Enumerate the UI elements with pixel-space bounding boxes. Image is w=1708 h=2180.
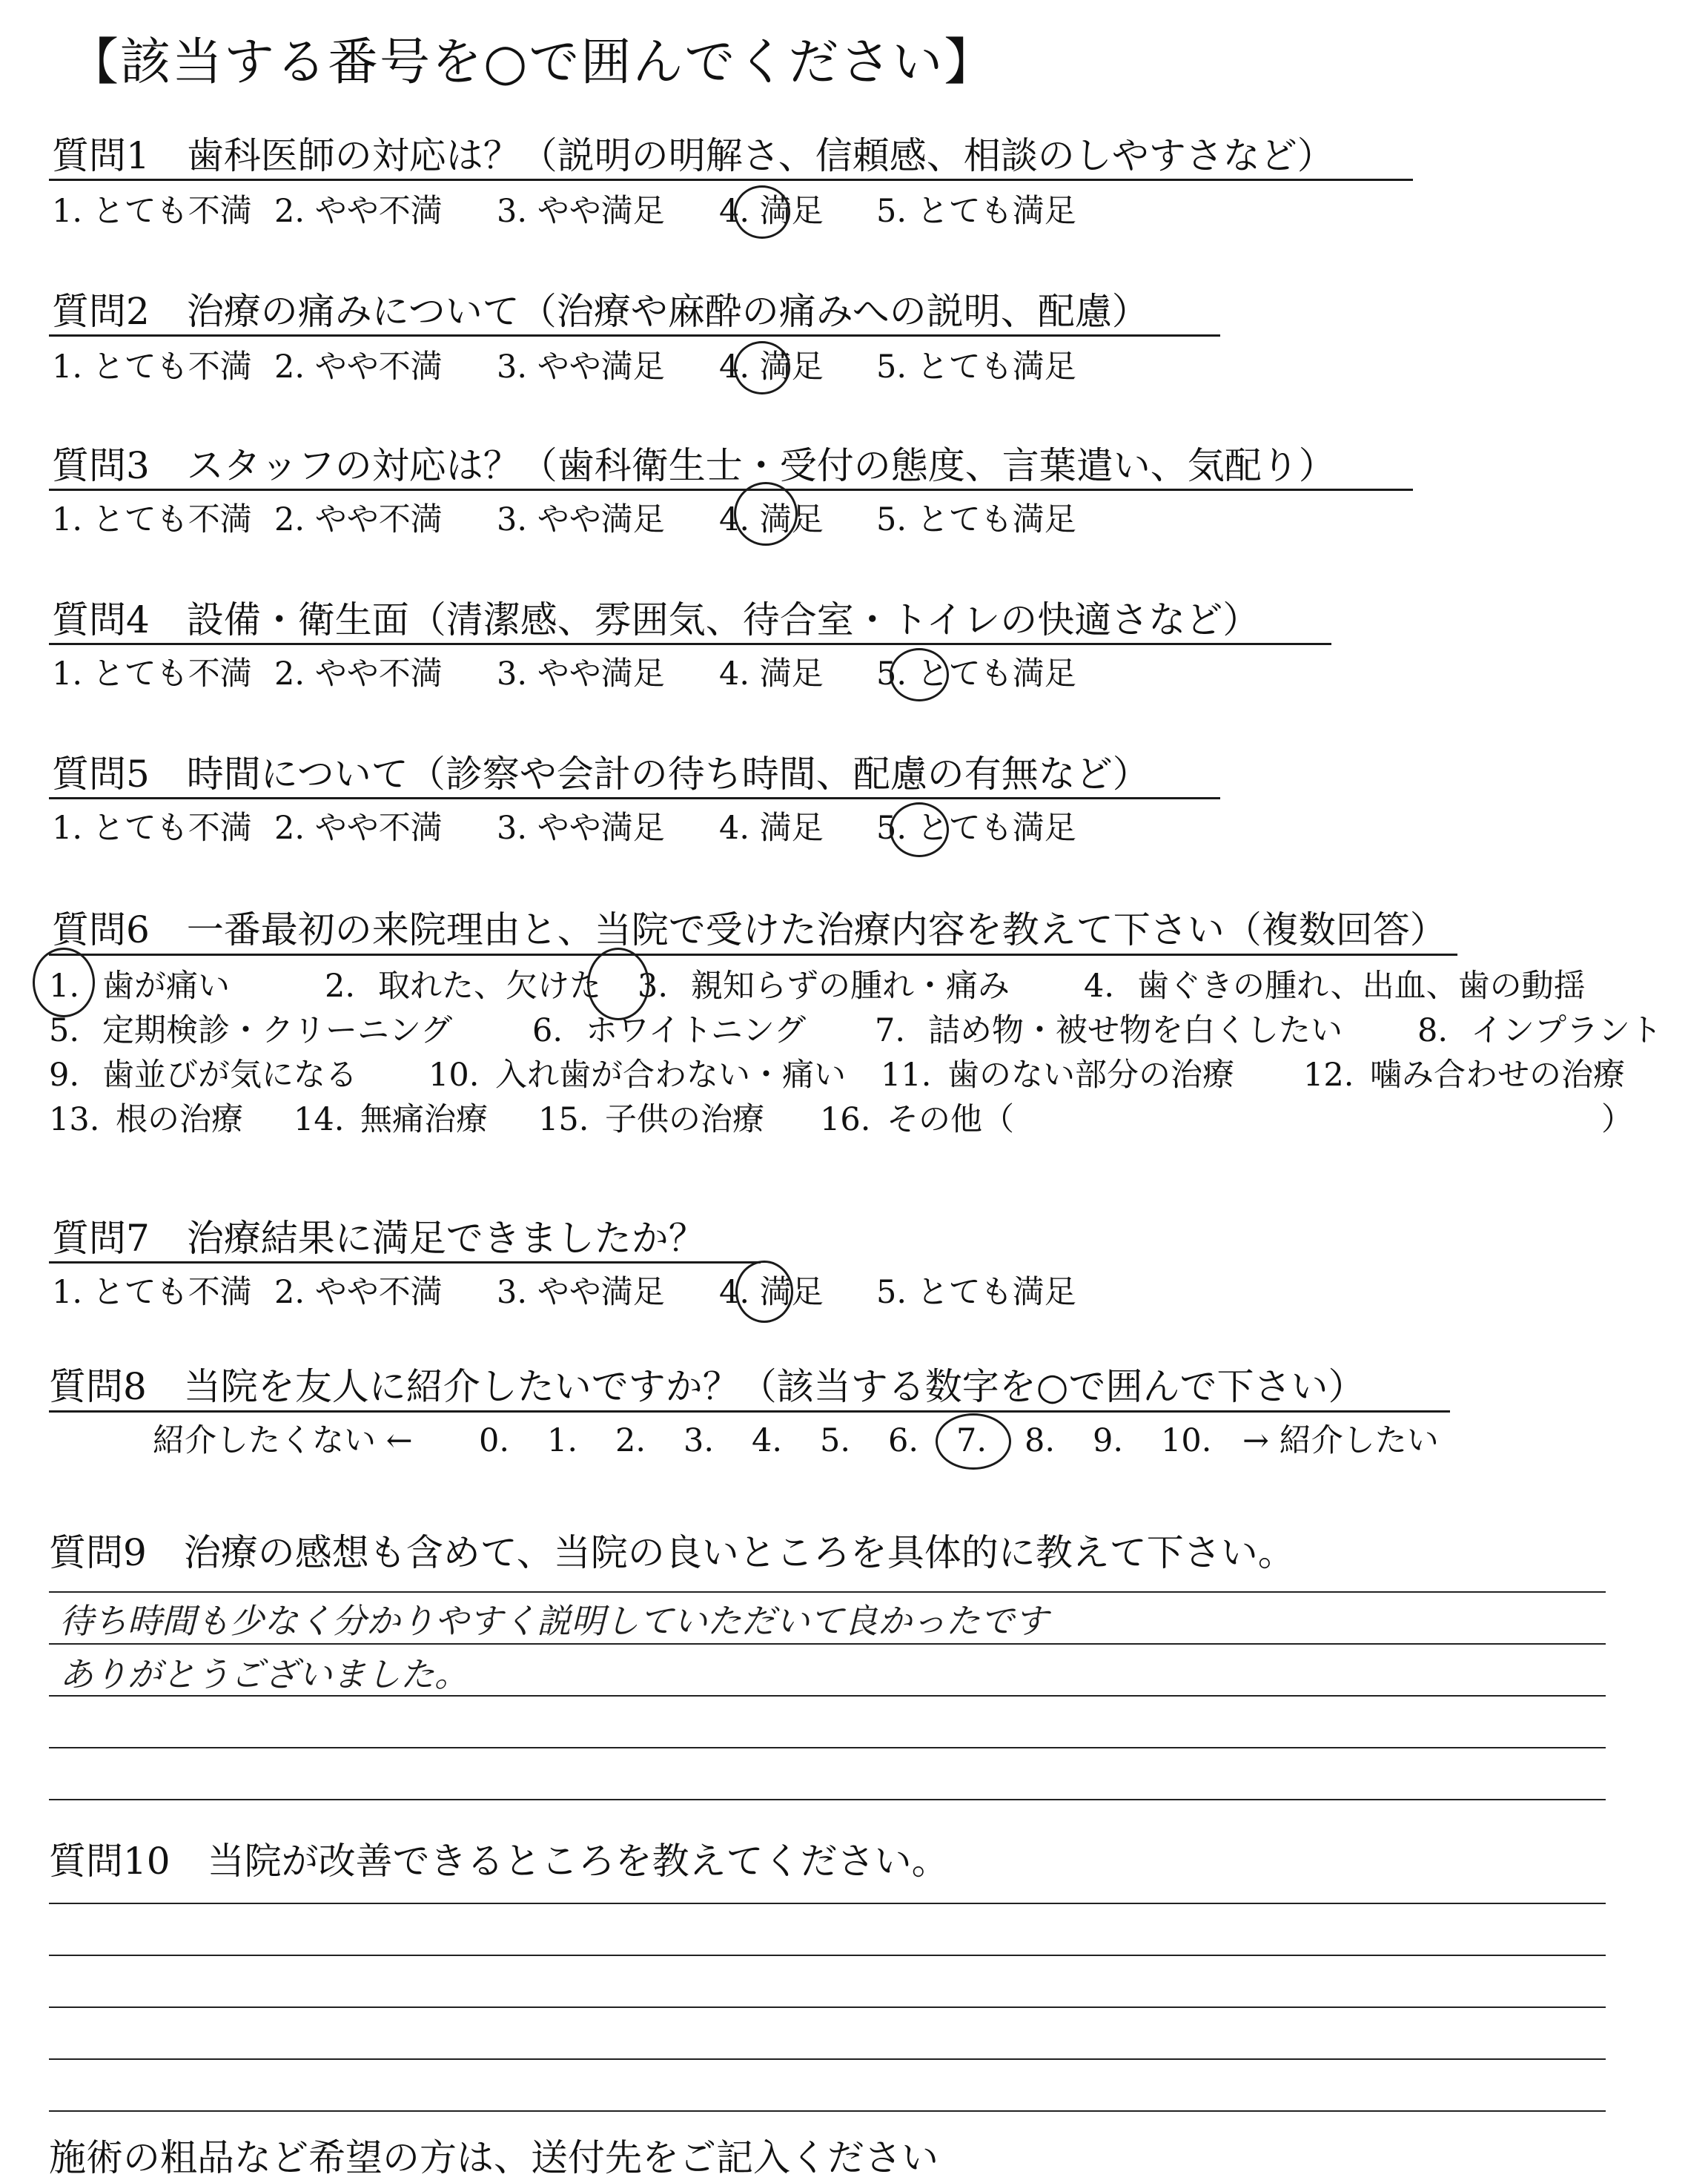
q8-score-8[interactable]: 8. [1025,1422,1056,1459]
q6-label-3: 親知らずの腫れ・痛み [691,968,1010,1005]
question-6: 質問6 一番最初の来院理由と、当院で受けた治療内容を教えて下さい（複数回答） [52,908,1447,951]
option-4[interactable]: 4. 満足 [719,501,824,538]
q10-line-4 [49,2058,1606,2060]
option-1[interactable]: 1. とても不満 [52,501,252,538]
question-5: 質問5 時間について（診察や会計の待ち時間、配慮の有無など） [52,753,1150,796]
q6-label-6: ホワイトニング [586,1012,807,1049]
question-2-options [52,349,1076,386]
q6-label-14: 無痛治療 [360,1101,488,1138]
question-1-options [52,193,1076,230]
question-4: 質問4 設備・衛生面（清潔感、雰囲気、待合室・トイレの快適さなど） [52,598,1260,641]
question-8-underline [49,1410,1450,1413]
q8-score-5[interactable]: 5. [820,1422,851,1459]
question-10: 質問10 当院が改善できるところを教えてください。 [49,1840,949,1883]
option-5[interactable]: 5. とても満足 [876,810,1076,847]
option-5[interactable]: 5. とても満足 [876,349,1076,386]
option-4[interactable]: 4. 満足 [719,349,824,386]
q6-num-9[interactable]: 9. [49,1057,80,1094]
option-3[interactable]: 3. やや満足 [497,193,665,230]
option-3[interactable]: 3. やや満足 [497,810,665,847]
q6-label-7: 詰め物・被せ物を白くしたい [928,1012,1343,1049]
q8-score-7[interactable]: 7. [956,1422,987,1459]
question-1-underline [49,179,1413,181]
answer-circle-q1 [734,185,790,239]
q8-score-3[interactable]: 3. [683,1422,715,1459]
q8-score-6[interactable]: 6. [888,1422,919,1459]
option-4[interactable]: 4. 満足 [719,810,824,847]
option-3[interactable]: 3. やや満足 [497,501,665,538]
q9-answer-line-2: ありがとうございました。 [59,1654,469,1694]
option-1[interactable]: 1. とても不満 [52,193,252,230]
option-2[interactable]: 2. やや不満 [274,1274,443,1311]
q9-line-4 [49,1747,1606,1748]
q6-num-4[interactable]: 4. [1084,968,1115,1005]
option-5[interactable]: 5. とても満足 [876,655,1076,693]
answer-circle-q5 [890,802,949,857]
q10-line-5 [49,2110,1606,2112]
question-3-underline [49,489,1413,491]
option-5[interactable]: 5. とても満足 [876,1274,1076,1311]
answer-circle-q7 [735,1261,793,1323]
question-2: 質問2 治療の痛みについて（治療や麻酔の痛みへの説明、配慮） [52,290,1149,333]
q8-score-1[interactable]: 1. [547,1422,578,1459]
option-4[interactable]: 4. 満足 [719,193,824,230]
q6-label-8: インプラント [1471,1012,1662,1049]
q8-score-9[interactable]: 9. [1093,1422,1124,1459]
q6-label-10: 入れ歯が合わない・痛い [495,1057,846,1094]
q8-right-label: → 紹介したい [1242,1422,1439,1459]
q9-line-2 [49,1643,1606,1645]
q8-scale-row [153,1422,1439,1459]
q8-score-10[interactable]: 10. [1161,1422,1212,1459]
option-2[interactable]: 2. やや不満 [274,810,443,847]
q6-row-4 [49,1101,1014,1138]
question-1: 質問1 歯科医師の対応は？（説明の明解さ、信頼感、相談のしやすさなど） [52,134,1334,177]
q6-label-9: 歯並びが気になる [102,1057,357,1094]
q6-num-5[interactable]: 5. [49,1012,80,1049]
q6-label-13: 根の治療 [116,1101,243,1138]
question-6-underline [49,954,1457,956]
q6-row-1 [49,968,1586,1005]
q9-line-1 [49,1591,1606,1593]
q6-num-6[interactable]: 6. [532,1012,563,1049]
option-1[interactable]: 1. とても不満 [52,1274,252,1311]
q6-label-2: 取れた、欠けた [378,968,601,1005]
question-7: 質問7 治療結果に満足できましたか？ [52,1217,706,1260]
option-1[interactable]: 1. とても不満 [52,655,252,693]
q6-label-1: 歯が痛い [102,968,230,1005]
question-4-underline [49,643,1331,645]
q6-label-12: 噛み合わせの治療 [1370,1057,1625,1094]
question-8: 質問8 当院を友人に紹介したいですか？（該当する数字を○で囲んで下さい） [49,1365,1366,1408]
q6-num-2[interactable]: 2. [325,968,356,1005]
question-5-underline [49,797,1220,799]
question-2-underline [49,334,1220,337]
q6-num-11[interactable]: 11. [881,1057,932,1094]
q10-line-3 [49,2006,1606,2008]
question-3-options [52,501,1076,538]
q6-close-paren: ） [1601,1101,1633,1138]
q6-label-4: 歯ぐきの腫れ、出血、歯の動揺 [1137,968,1586,1005]
q9-line-5 [49,1799,1606,1800]
q6-label-15: 子供の治療 [605,1101,764,1138]
answer-circle-q2 [734,341,790,394]
q6-num-3[interactable]: 3. [638,968,669,1005]
q8-score-4[interactable]: 4. [752,1422,783,1459]
option-4[interactable]: 4. 満足 [719,1274,824,1311]
option-2[interactable]: 2. やや不満 [274,655,443,693]
footer-note: 施術の粗品など希望の方は、送付先をご記入ください [49,2136,939,2179]
q6-num-13[interactable]: 13. [49,1101,100,1138]
q6-num-7[interactable]: 7. [875,1012,906,1049]
option-1[interactable]: 1. とても不満 [52,810,252,847]
answer-circle-q6-1 [33,948,95,1017]
answer-circle-q4 [890,648,949,701]
option-3[interactable]: 3. やや満足 [497,349,665,386]
option-2[interactable]: 2. やや不満 [274,501,443,538]
q6-num-12[interactable]: 12. [1303,1057,1354,1094]
q6-label-5: 定期検診・クリーニング [102,1012,453,1049]
option-2[interactable]: 2. やや不満 [274,349,443,386]
q6-num-8[interactable]: 8. [1417,1012,1449,1049]
answer-circle-q8 [936,1413,1011,1470]
q6-row-2 [49,1012,1662,1049]
q9-line-3 [49,1695,1606,1697]
option-3[interactable]: 3. やや満足 [497,655,665,693]
option-4[interactable]: 4. 満足 [719,655,824,693]
option-2[interactable]: 2. やや不満 [274,193,443,230]
q10-line-2 [49,1955,1606,1956]
q8-left-label: 紹介したくない ← [153,1422,413,1459]
q6-num-15[interactable]: 15. [538,1101,589,1138]
question-9: 質問9 治療の感想も含めて、当院の良いところを具体的に教えて下さい。 [49,1531,1295,1574]
answer-circle-q6-3 [587,948,649,1020]
question-7-options [52,1274,1076,1311]
q10-line-1 [49,1903,1606,1904]
page-title: 【該当する番号を○で囲んでください】 [68,33,996,92]
q6-label-16: その他（ [887,1101,1014,1138]
q6-label-11: 歯のない部分の治療 [947,1057,1234,1094]
q6-num-10[interactable]: 10. [428,1057,480,1094]
answer-circle-q3 [734,482,798,546]
q8-score-0[interactable]: 0. [479,1422,510,1459]
q8-score-2[interactable]: 2. [615,1422,646,1459]
q6-num-16[interactable]: 16. [820,1101,871,1138]
option-5[interactable]: 5. とても満足 [876,501,1076,538]
option-5[interactable]: 5. とても満足 [876,193,1076,230]
option-1[interactable]: 1. とても不満 [52,349,252,386]
option-3[interactable]: 3. やや満足 [497,1274,665,1311]
q6-row-3 [49,1057,1625,1094]
q6-num-1[interactable]: 1. [49,968,80,1005]
question-3: 質問3 スタッフの対応は？（歯科衛生士・受付の態度、言葉遣い、気配り） [52,444,1336,487]
q6-num-14[interactable]: 14. [294,1101,345,1138]
question-7-underline [49,1261,761,1264]
q9-answer-line-1: 待ち時間も少なく分かりやすく説明していただいて良かったです [59,1601,1048,1641]
